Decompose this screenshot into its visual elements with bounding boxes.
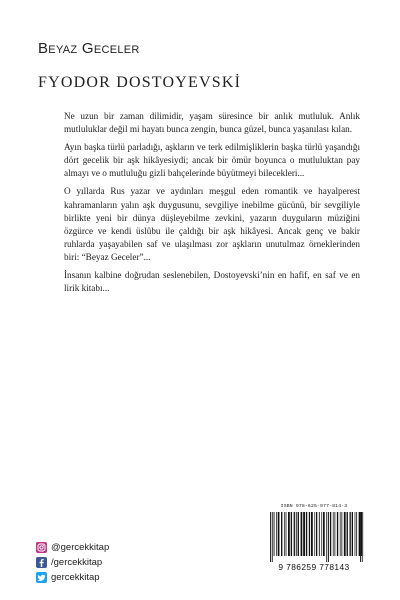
- barcode-bar: [274, 512, 275, 556]
- barcode-bars: [268, 512, 364, 562]
- social-handle: gercekkitap: [51, 571, 100, 583]
- social-instagram[interactable]: [36, 540, 109, 554]
- barcode-bar: [270, 512, 271, 562]
- barcode-bar: [341, 512, 342, 556]
- barcode-bar: [284, 512, 285, 556]
- barcode-bar: [356, 512, 357, 556]
- barcode-bar: [281, 512, 282, 556]
- barcode-bar: [360, 512, 361, 562]
- barcode-bar: [294, 512, 295, 556]
- barcode-bar: [359, 512, 360, 556]
- barcode-bar: [333, 512, 334, 556]
- blurb-paragraph: İnsanın kalbine doğrudan seslenebilen, Dostoyevski’nin en hafif, en saf ve en lirik kitabı...: [64, 270, 360, 294]
- barcode-bar: [288, 512, 290, 556]
- barcode-bar: [306, 512, 307, 556]
- barcode-bar: [286, 512, 287, 556]
- isbn-text: ISBN 978-625-977-814-3: [280, 504, 348, 509]
- barcode: [262, 504, 366, 574]
- blurb-text: [64, 110, 360, 300]
- barcode-bar: [355, 512, 356, 556]
- social-handle: /gercekkitap: [51, 556, 103, 568]
- barcode-bar: [321, 512, 322, 556]
- facebook-icon: [36, 557, 47, 568]
- blurb-paragraph: O yıllarda Rus yazar ve aydınları meşgul eden romantik ve hayalperest kahramanların yalın aşk duygusunu, sevgiliye inebilme gücünü, bir sevgiliyle birlikte yeni bir dünya düşleyebilme zevkini, yazarın duyguların müziğini özgürce ve kendi üslûbu ile çaldığı bir aşk hikâyesi. Ancak genç ve bakir ruhlarda yaşayabilen saf ve ulaşılması zor aşkların unutulmaz örneklerinden biri: “Beyaz Geceler”...: [64, 186, 360, 262]
- barcode-bar: [334, 512, 335, 556]
- barcode-bar: [291, 512, 292, 556]
- barcode-bar: [340, 512, 341, 556]
- book-title: Beyaz Geceler: [38, 40, 140, 57]
- barcode-bar: [311, 512, 313, 556]
- social-handle: @gercekkitap: [51, 541, 110, 553]
- social-facebook[interactable]: [36, 555, 109, 569]
- barcode-bar: [330, 512, 331, 556]
- barcode-bar: [326, 512, 327, 562]
- barcode-bar: [337, 512, 338, 556]
- blurb-paragraph: Ne uzun bir zaman dilimidir, yaşam süresince bir anlık mutluluk. Anlık mutluluklar değil mi hayatı bunca zengin, bunca güzel, bunca yaşanılası kılan.: [64, 111, 360, 135]
- barcode-bar: [278, 512, 280, 556]
- barcode-bar: [301, 512, 303, 556]
- blurb-paragraph: Ayın başka türlü parladığı, aşkların ve terk edilmişliklerin başka türlü yaşandığı dört gecelik bir aşk hikâyesiydi; ancak bir ömür boyunca o mutluluktan pay almayı ve o mutluluğu gizli bahçelerinde büyütmeyi bilecekleri...: [64, 142, 360, 179]
- barcode-bar: [316, 512, 317, 556]
- social-twitter[interactable]: [36, 570, 109, 584]
- barcode-bar: [272, 512, 273, 562]
- barcode-bar: [303, 512, 305, 556]
- barcode-bar: [328, 512, 329, 562]
- barcode-bar: [350, 512, 351, 556]
- barcode-bar: [298, 512, 299, 556]
- barcode-bar: [344, 512, 346, 556]
- barcode-bar: [296, 512, 297, 556]
- barcode-digits: 9 786259 778143: [278, 562, 350, 572]
- barcode-bar: [362, 512, 363, 562]
- author-name: FYODOR DOSTOYEVSKİ: [38, 74, 242, 91]
- barcode-bar: [314, 512, 315, 556]
- social-links: [36, 540, 109, 585]
- barcode-bar: [319, 512, 320, 556]
- barcode-bar: [352, 512, 353, 556]
- barcode-bar: [347, 512, 348, 556]
- instagram-icon: [36, 542, 47, 553]
- twitter-icon: [36, 572, 47, 583]
- barcode-bar: [323, 512, 325, 556]
- barcode-bar: [276, 512, 277, 556]
- barcode-bar: [309, 512, 310, 556]
